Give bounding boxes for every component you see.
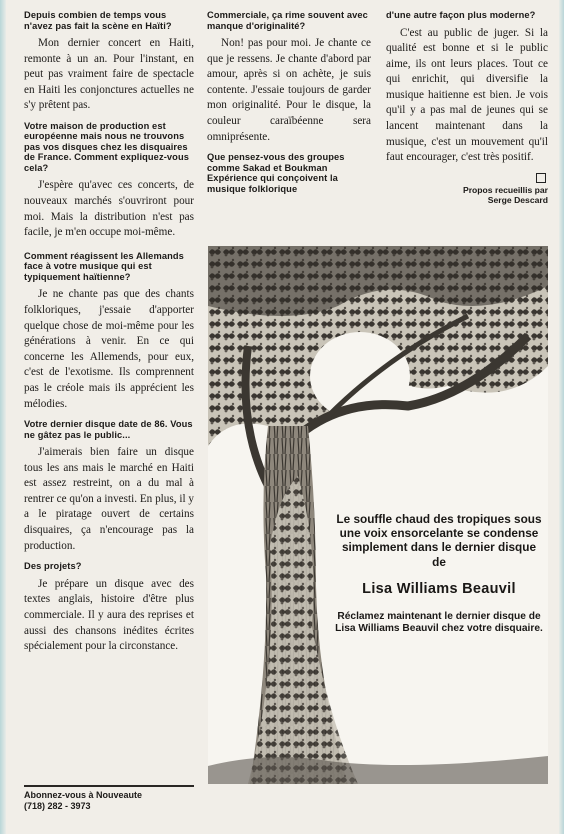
question-1: Depuis combien de temps vous n'avez pas fait la scène en Haïti? [24,10,172,31]
ad-artist-name: Lisa Williams Beauvil [362,580,516,597]
subscribe-rule [24,785,194,787]
end-of-article-mark [536,173,546,183]
answer-1: Mon dernier concert en Haiti, remonte à un an. Pour l'instant, en peut pas vraiment faire de spectacle en Haiti les conjonctures actuelles ne s'y prêtent pas. [24,37,194,112]
ad-call-to-action: Réclamez maintenant le dernier disque de Lisa Williams Beauvil chez votre disquaire. [335,610,543,634]
ad-headline: Le souffle chaud des tropiques sous une voix ensorcelante se condense simplement dans le dernier disque de [336,512,542,569]
question-6: Commerciale, ça rime souvent avec manque d'originalité? [207,10,368,31]
album-advertisement [208,246,548,784]
subscription-notice [24,790,194,812]
question-7-continued: d'une autre façon plus moderne? [386,10,536,20]
column-2 [207,10,371,199]
credit-line-1: Propos recueillis par [462,184,548,195]
column-1 [24,10,194,662]
author-credit [386,185,548,205]
answer-4: J'aimerais bien faire un disque tous les ans mais le marché en Haiti est assez restreint, on a du mal à rentrer ce qu'on a investi. En plus, il y a le piratage ouvert de certains disquaires, ça n'encourage pas la production. [24,446,194,552]
question-5: Des projets? [24,561,82,572]
ad-text-block [334,512,544,634]
credit-line-2: Serge Descard [487,194,548,205]
question-3: Comment réagissent les Allemands face à votre musique qui est typiquement haïtienne? [24,250,184,282]
question-2: Votre maison de production est européenne mais nous ne trouvons pas vos disques chez les disquaires de France. Comment expliquez-vous cela? [24,120,189,173]
subscribe-line: Abonnez-vous à Nouveaute [24,790,143,800]
page-edge-right [559,0,564,834]
answer-5: Je prépare un disque avec des textes anglais, histoire d'être plus commerciale. Il y aura des reprises et aussi des chansons inédites écrites spécialement pour la circonstance. [24,577,194,653]
question-4: Votre dernier disque date de 86. Vous ne gâtez pas le public... [24,419,193,440]
column-3 [386,10,548,205]
answer-3: Je ne chante pas que des chants folkloriques, j'essaie d'apporter quelque chose de moi-même pour les générations à venir. En ce qui concerne les Allemends, pour eux, c'est de l'exotisme. Ils comprennent pas le créole mais ils apprécient les mélodies. [24,288,194,410]
answer-6: Non! pas pour moi. Je chante ce que je ressens. Je chante d'abord par amour, après si on achète, je suis contente. J'essaie toujours de garder mon originalité. Pour le disque, la couleur caraïbéenne sera omniprésente. [207,37,371,143]
answer-2: J'espère qu'avec ces concerts, de nouveaux marchés s'ouvriront pour moi. Mais la distribution n'est pas facile, je m'en occupe moi-même. [24,179,194,239]
phone-number: (718) 282 - 3973 [24,801,91,811]
question-7: Que pensez-vous des groupes comme Sakad et Boukman Expérience qui conçoivent la musique folklorique [207,152,345,194]
page-edge-left [0,0,6,834]
answer-7: C'est au public de juger. Si la qualité est bonne et si le public aime, ils ont leurs places. Tout ce qui enrichit, qui diversifie la musique haitienne est bien. Je vois qu'il y a pas mal de jeunes qui se lancent maintenant dans la musique, c'est un mouvement qu'il faut encourager, c'est très positif. [386,26,548,164]
